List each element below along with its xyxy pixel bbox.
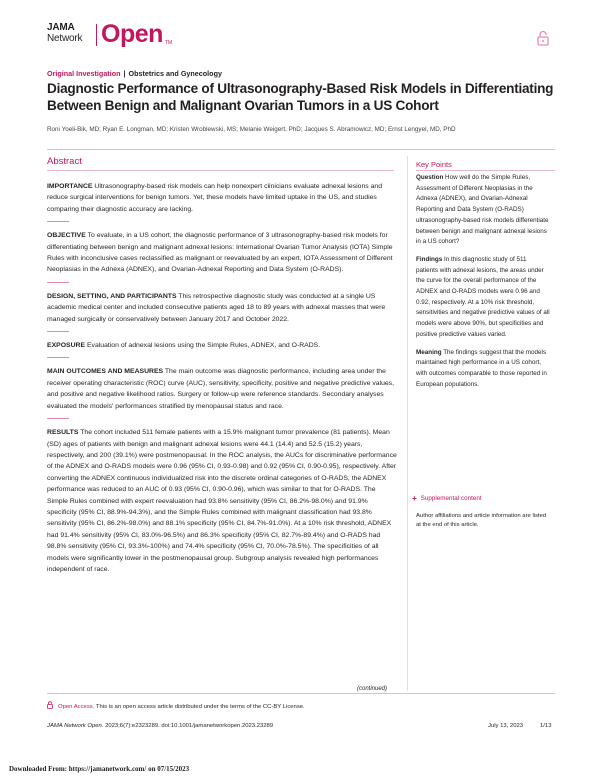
abstract-outcomes: [47, 366, 397, 412]
design-label: DESIGN, SETTING, AND PARTICIPANTS: [47, 292, 177, 300]
abstract-objective: [47, 230, 397, 276]
journal-name: JAMA Network Open.: [47, 723, 104, 729]
key-points-rule: [416, 170, 555, 171]
logo-trademark: TM: [165, 40, 173, 46]
article-title: Diagnostic Performance of Ultrasonography-Based Risk Models in Differentiating Between Benign and Malignant Ovarian Tumors in a US Cohort: [47, 81, 554, 113]
logo-network: Network: [47, 33, 83, 44]
article-type: Original Investigation: [47, 69, 121, 78]
section-rule: [47, 282, 69, 283]
abstract-exposure: [47, 340, 397, 351]
abstract-importance: [47, 181, 397, 215]
supplemental-content-link[interactable]: [412, 494, 552, 503]
results-text: The cohort included 511 female patients with a 15.9% malignant tumor prevalence (81 patients). Mean (SD) ages of patients with benign and malignant adnexal lesions were 44.1 (14.4) and 52.5 (15.2) years, respectively, and 200 (39.1%) were postmenopausal. In the ROC analysis, the AUCs for discriminative performance of the ADNEX and O-RADS models were 0.96 (95% CI, 0.93-0.98) and 0.92 (95% CI, 0.90-0.95), respectively. After converting the ADNEX continuous individualized risk into the discrete ordinal categories of O-RADS, the ADNEX performance was reduced to an AUC of 0.93 (95% CI, 0.90-0.96), which was similar to that for O-RADS. The Simple Rules combined with expert reevaluation had 93.8% sensitivity (95% CI, 86.2%-98.0%) and 91.9% specificity (95% CI, 88.9%-94.3%), and the Simple Rules combined with malignant classification had 93.8% sensitivity (95% CI, 86.2%-98.0%) and 88.1% specificity (95% CI, 84.7%-91.0%). At a 10% risk threshold, ADNEX had 91.4% sensitivity (95% CI, 83.0%-96.5%) and 86.3% specificity (95% CI, 82.7%-89.4%) and O-RADS had 98.8% sensitivity (95% CI, 93.3%-100%) and 74.4% specificity (95% CI, 70.0%-78.5%). The specificities of all models were significantly lower in the postmenopausal group. Subgroup analysis revealed high performances independent of race.: [47, 429, 397, 573]
affiliations-note: Author affiliations and article information are listed at the end of this article.: [416, 513, 547, 529]
author-list: Roni Yoeli-Bik, MD; Ryan E. Longman, MD; Kristen Wroblewski, MS; Melanie Weigert, PhD; Jacques S. Abramowicz, MD; Ernst Lengyel, MD, PhD: [47, 126, 456, 133]
supplemental-label: Supplemental content: [420, 495, 482, 502]
key-point-findings: [416, 255, 550, 341]
kicker-separator: |: [123, 69, 126, 78]
open-access-text: This is an open access article distributed under the terms of the CC-BY License.: [95, 704, 305, 710]
logo-jama: JAMA: [47, 22, 75, 33]
article-kicker: [47, 69, 222, 78]
logo-open: Open: [101, 20, 163, 48]
section-rule: [47, 331, 69, 332]
key-point-meaning: [416, 348, 550, 391]
exposure-text: Evaluation of adnexal lesions using the Simple Rules, ADNEX, and O-RADS.: [86, 342, 321, 350]
section-rule: [47, 221, 69, 222]
abstract-body: [47, 181, 397, 575]
logo-divider: [96, 24, 97, 46]
outcomes-text: The main outcome was diagnostic performance, including area under the receiver operating characteristic (ROC) curve (AUC), sensitivity, specificity, positive and negative predictive values, and positive and negative likelihood ratios. Surgery or follow-up were reference standards. Secondary analyses evaluated the models' performances stratified by menopausal status and race.: [47, 368, 395, 410]
key-points-heading: Key Points: [416, 160, 452, 169]
section-rule: [47, 357, 69, 358]
publication-date: July 13, 2023: [488, 723, 524, 729]
abstract-design: [47, 291, 397, 325]
section-rule: [47, 418, 69, 419]
journal-logo: [47, 22, 187, 52]
abstract-heading: Abstract: [47, 156, 82, 167]
open-access-note: [47, 701, 305, 710]
results-label: RESULTS: [47, 429, 79, 437]
citation-ref: 2023;6(7):e2323289. doi:10.1001/jamanetworkopen.2023.23289: [105, 723, 274, 729]
meaning-text: The findings suggest that the models maintained high performance in a US cohort, with outcomes comparable to those reported in European populations.: [416, 348, 547, 388]
open-access-icon: [47, 701, 53, 709]
download-stamp: Downloaded From: https://jamanetwork.com/ on 07/15/2023: [9, 765, 190, 773]
footer-divider: [47, 693, 555, 694]
importance-label: IMPORTANCE: [47, 183, 93, 190]
page-number: 1/13: [540, 723, 552, 729]
exposure-label: EXPOSURE: [47, 342, 86, 350]
findings-text: In this diagnostic study of 511 patients with adnexal lesions, the areas under the curve for the overall performance of the ADNEX and O-RADS models were 0.96 and 0.92, respectively. At a 10% risk threshold, sensitivities and negative predictive values of all models were above 90%, but specificities and positive predictive values varied.: [416, 255, 550, 338]
importance-text: Ultrasonography-based risk models can help nonexpert clinicians evaluate adnexal lesions and reduce surgical interventions for benign tumors. Yet, these models have limited uptake in the US, and studies comparing their diagnostic accuracy are lacking.: [47, 183, 383, 213]
key-point-question: [416, 173, 550, 248]
meaning-label: Meaning: [416, 348, 442, 356]
citation: [47, 723, 273, 729]
header-divider: [47, 149, 555, 150]
continued-note: (continued): [357, 686, 388, 692]
open-lock-icon: [537, 30, 549, 46]
design-text: This retrospective diagnostic study was conducted at a single US academic medical center and included consecutive patients aged 18 to 89 years with adnexal masses that were managed surgically or conservatively between January 2017 and October 2022.: [47, 292, 386, 323]
open-access-label: Open Access.: [58, 704, 95, 710]
question-text: How well do the Simple Rules, Assessment of Different Neoplasias in the Adnexa (ADNEX), and Ovarian-Adnexal Reporting and Data System (O-RADS) ultrasonography-based risk models differentiate between benign and malignant adnexal lesions in a US cohort?: [416, 174, 549, 246]
column-divider: [407, 156, 408, 691]
article-section: Obstetrics and Gynecology: [128, 69, 222, 78]
findings-label: Findings: [416, 255, 443, 263]
abstract-heading-rule: [47, 170, 394, 171]
objective-text: To evaluate, in a US cohort, the diagnostic performance of 3 ultrasonography-based risk models for differentiating between benign and malignant adnexal lesions: International Ovarian Tumor Analysis (IOTA) Simple Rules with inconclusive cases reclassified as malignant or reevaluated by an expert, IOTA Assessment of Different Neoplasias in the Adnexa (ADNEX), and Ovarian-Adnexal Reporting and Data System (O-RADS).: [47, 232, 393, 274]
objective-label: OBJECTIVE: [47, 232, 86, 240]
question-label: Question: [416, 174, 444, 181]
plus-icon: +: [412, 494, 417, 503]
key-points-body: [416, 173, 550, 397]
outcomes-label: MAIN OUTCOMES AND MEASURES: [47, 368, 164, 376]
abstract-results: [47, 427, 397, 575]
